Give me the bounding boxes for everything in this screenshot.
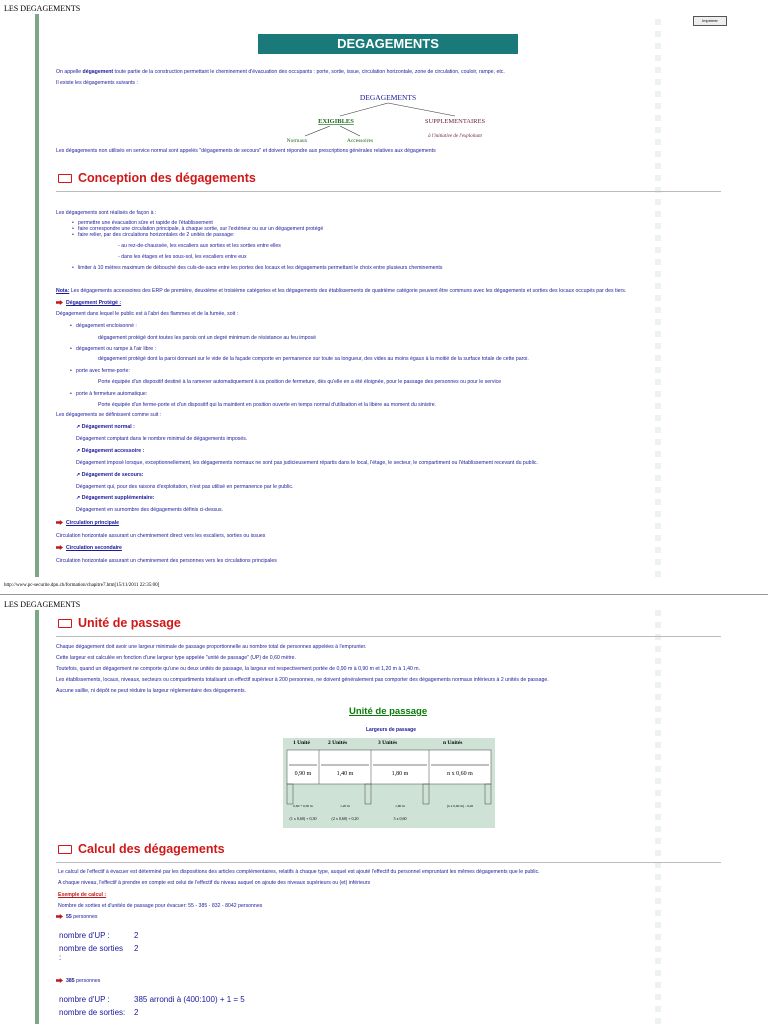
example-text: Nombre de sorties et d'unités de passage pour évacuer: 55 - 385 - 832 - 8042 personnes	[58, 903, 263, 909]
definitions-intro: Les dégagements se définissent comme suit :	[56, 412, 162, 418]
case-55-sorties-colon: :	[59, 953, 62, 962]
formula-bottom-2: (2 x 0,60) + 0,20	[331, 816, 359, 821]
def-supplementaire-label: ↗ Dégagement supplémentaire:	[76, 495, 155, 501]
folder-icon	[58, 619, 72, 628]
page2-right-border	[655, 610, 661, 1024]
divider	[56, 191, 721, 192]
page1-right-border	[655, 14, 661, 577]
width-4: n x 0,60 m	[447, 771, 473, 777]
print-button[interactable]: Imprimer	[693, 16, 727, 26]
unite-diagram-title: Unité de passage	[349, 706, 428, 717]
formula-bottom-1: (1 x 0,60) + 0,30	[289, 816, 317, 821]
col-header-2: 2 Unités	[328, 740, 348, 746]
case-55-title: 55 personnes	[56, 914, 97, 920]
protege-item-4-label: • porte à fermeture automatique:	[76, 391, 147, 397]
unite-line-4: Les établissements, locaux, niveaux, secteurs ou compartiments totalisant un effectif supérieur à 200 personnes, ne doivent généralement pas comporter des dégagements normaux inférieurs à 2 unités de passage.	[56, 677, 549, 683]
def-supplementaire-text: Dégagement en surnombre des dégagements définis ci-dessus.	[76, 507, 224, 513]
case-385-up-value: 385 arrondi à (400:100) + 1 = 5	[134, 995, 245, 1004]
col-header-1: 1 Unité	[293, 740, 310, 746]
intro-line-2: Il existe les dégagements suivants :	[56, 80, 138, 86]
example-label: Exemple de calcul :	[58, 892, 107, 898]
conception-sub-1: - au rez-de-chaussée, les escaliers aux sorties et les sorties entre elles	[118, 243, 281, 249]
case-385-up-label: nombre d'UP :	[59, 995, 110, 1004]
formula-top-1: 0,60 + 0,30 m	[293, 804, 313, 808]
def-secours-label: ↗ Dégagement de secours:	[76, 472, 144, 478]
formula-top-2: 1,20 m	[340, 804, 350, 808]
col-header-4: n Unités	[443, 740, 463, 746]
def-accessoire-label: ↗ Dégagement accessoire :	[76, 448, 145, 454]
nota-paragraph: Nota: Les dégagements accessoires des ERP de première, deuxième et troisième catégories et les dégagements des établissements de quatrième catégorie peuvent être communs avec les dégagements et sorties des locaux occupés par des tiers.	[56, 288, 627, 294]
unite-heading: Unité de passage	[58, 616, 181, 630]
tree-root: DEGAGEMENTS	[359, 93, 417, 102]
conception-bullet-3: • faire relier, par des circulations horizontales de 2 unités de passage:	[78, 232, 234, 238]
page-separator	[0, 594, 768, 595]
folder-icon	[58, 845, 72, 854]
def-normal-text: Dégagement comptant dans le nombre minimal de dégagements imposés.	[76, 436, 248, 442]
protege-item-3-label: • porte avec ferme-porte:	[76, 368, 130, 374]
page1-left-border	[35, 14, 39, 577]
intro-paragraph: On appelle dégagement toute partie de la construction permettant le cheminement d'évacuation des occupants : porte, sortie, issue, circulation horizontale, zone de circulation, couloir, rampe, etc.	[56, 69, 505, 75]
conception-bullet-4: • limiter à 10 mètres maximum de débouché des culs-de-sacs entre les portes des locaux et les dégagements permettant le choix entre plusieurs cheminements	[78, 265, 442, 271]
calcul-line-2: A chaque niveau, l'effectif à prendre en compte est celui de l'effectif du niveau auquel on ajoute des niveaux supérieurs ou (et) inférieurs	[58, 880, 371, 886]
case-385-sorties-label: nombre de sorties:	[59, 1008, 126, 1017]
formula-top-4: (n x 0,60 m) - 0,20	[446, 804, 474, 808]
conception-heading: Conception des dégagements	[58, 171, 256, 185]
circulation-secondaire-title: Circulation secondaire	[56, 545, 122, 551]
unite-diagram-subtitle: Largeurs de passage	[366, 727, 417, 733]
width-1: 0,90 m	[294, 771, 312, 777]
page-banner: DEGAGEMENTS	[258, 34, 518, 54]
unite-line-5: Aucune saillie, ni dépôt ne peut réduire la largeur réglementaire des dégagements.	[56, 688, 247, 694]
circulation-secondaire-text: Circulation horizontale assurant un cheminement des personnes vers les circulations principales	[56, 558, 277, 564]
def-secours-text: Dégagement qui, pour des raisons d'exploitation, n'est pas utilisé en permanence par le public.	[76, 484, 294, 490]
case-55-up-value: 2	[134, 931, 139, 940]
protege-item-3-text: Porte équipée d'un dispositif destiné à la ramener automatiquement à sa position de fermeture, dès qu'elle en a été éloignée, pour le passage des personnes ou pour le service	[98, 379, 502, 385]
red-arrow-icon	[56, 914, 63, 919]
circulation-principale-title: Circulation principale	[56, 520, 119, 526]
tree-leaf-accessoires: Accessoires	[346, 138, 374, 144]
def-normal-label: ↗ Dégagement normal :	[76, 424, 135, 430]
width-3: 1,80 m	[391, 771, 409, 777]
case-385-sorties-value: 2	[134, 1008, 139, 1017]
col-header-3: 3 Unités	[378, 740, 398, 746]
page2-left-border	[35, 610, 39, 1024]
protege-item-2-text: dégagement protégé dont la paroi donnant sur le vide de la façade comporte en permanence sur toute sa longueur, des vides au moins égaux à la moitié de la surface totale de cette paroi.	[98, 356, 529, 362]
case-55-sorties-label: nombre de sorties	[59, 944, 124, 953]
width-2: 1,40 m	[336, 771, 354, 777]
protege-definition: Dégagement dans lequel le public est à l'abri des flammes et de la fumée, soit :	[56, 311, 239, 317]
tree-right: SUPPLEMENTAIRES	[424, 118, 486, 125]
tree-leaf-normaux: Normaux	[286, 138, 308, 144]
case-55-sorties-value: 2	[134, 944, 139, 953]
footer-url: http://www.pc-securite.dpn.ch/formation/chapitre7.htm[15/11/2011 22:35:00]	[4, 583, 160, 588]
formula-top-3: 1,80 m	[395, 804, 405, 808]
conception-intro: Les dégagements sont réalisés de façon à :	[56, 210, 157, 216]
red-arrow-icon	[56, 300, 63, 305]
tree-right-note: à l'initiative de l'exploitant	[428, 134, 482, 139]
def-accessoire-text: Dégagement imposé lorsque, exceptionnellement, les dégagements normaux ne sont pas judicieusement répartis dans le local, l'étage, le secteur, le compartiment ou l'établissement recevant du public.	[76, 460, 538, 466]
red-arrow-icon	[56, 978, 63, 983]
conception-bullet-2: • faire correspondre une circulation principale, à chaque sortie, sur l'extérieur ou sur un dégagement protégé	[78, 226, 323, 232]
unite-passage-diagram	[283, 738, 495, 828]
calcul-heading: Calcul des dégagements	[58, 842, 225, 856]
formula-bottom-3: 3 x 0,60	[393, 816, 407, 821]
unite-diagram-drawing	[283, 748, 495, 828]
case-55-up-label: nombre d'UP :	[59, 931, 110, 940]
conception-sub-2: - dans les étages et les sous-sol, les escaliers entre eux	[118, 254, 247, 260]
protege-item-4-text: Porte équipée d'un ferme-porte et d'un dispositif qui la maintient en position ouverte en temps normal d'utilisation et la libère au moment du sinistre.	[98, 402, 437, 408]
protege-item-1-label: • dégagement encloisonné :	[76, 323, 137, 329]
protege-item-1-text: dégagement protégé dont toutes les parois ont un degré minimum de résistance au feu imposé	[98, 335, 317, 341]
divider	[56, 636, 721, 637]
red-arrow-icon	[56, 545, 63, 550]
circulation-principale-text: Circulation horizontale assurant un cheminement direct vers les escaliers, sorties ou issues	[56, 533, 266, 539]
secours-paragraph: Les dégagements non utilisés en service normal sont appelés "dégagements de secours" et doivent répondre aux prescriptions générales relatives aux dégagements	[56, 148, 436, 154]
conception-bullet-1: • permettre une évacuation sûre et rapide de l'établissement	[78, 220, 213, 226]
calcul-line-1: Le calcul de l'effectif à évacuer est déterminé par les dispositions des articles complémentaires, relatifs à chaque type, auquel est ajouté l'effectif du personnel empruntant les mêmes dégagements que le public.	[58, 869, 540, 875]
tree-left: EXIGIBLES	[318, 118, 354, 125]
divider	[56, 862, 721, 863]
degagement-protege-title: Dégagement Protégé :	[56, 300, 121, 306]
folder-icon	[58, 174, 72, 183]
page2-header: LES DEGAGEMENTS	[4, 600, 81, 609]
unite-line-3: Toutefois, quand un dégagement ne comporte qu'une ou deux unités de passage, la largeur est respectivement portée de 0,90 m à 0,90 m et 1,20 m à 1,40 m.	[56, 666, 421, 672]
top-header: LES DEGAGEMENTS	[4, 4, 81, 13]
degagements-tree-diagram	[280, 90, 500, 144]
case-385-title: 385 personnes	[56, 978, 100, 984]
protege-item-2-label: • dégagement ou rampe à l'air libre :	[76, 346, 156, 352]
unite-line-2: Cette largeur est calculée en fonction d'une largeur type appelée "unité de passage" (UP) de 0,60 mètre.	[56, 655, 296, 661]
red-arrow-icon	[56, 520, 63, 525]
unite-line-1: Chaque dégagement doit avoir une largeur minimale de passage proportionnelle au nombre total de personnes appelées à l'emprunter.	[56, 644, 367, 650]
